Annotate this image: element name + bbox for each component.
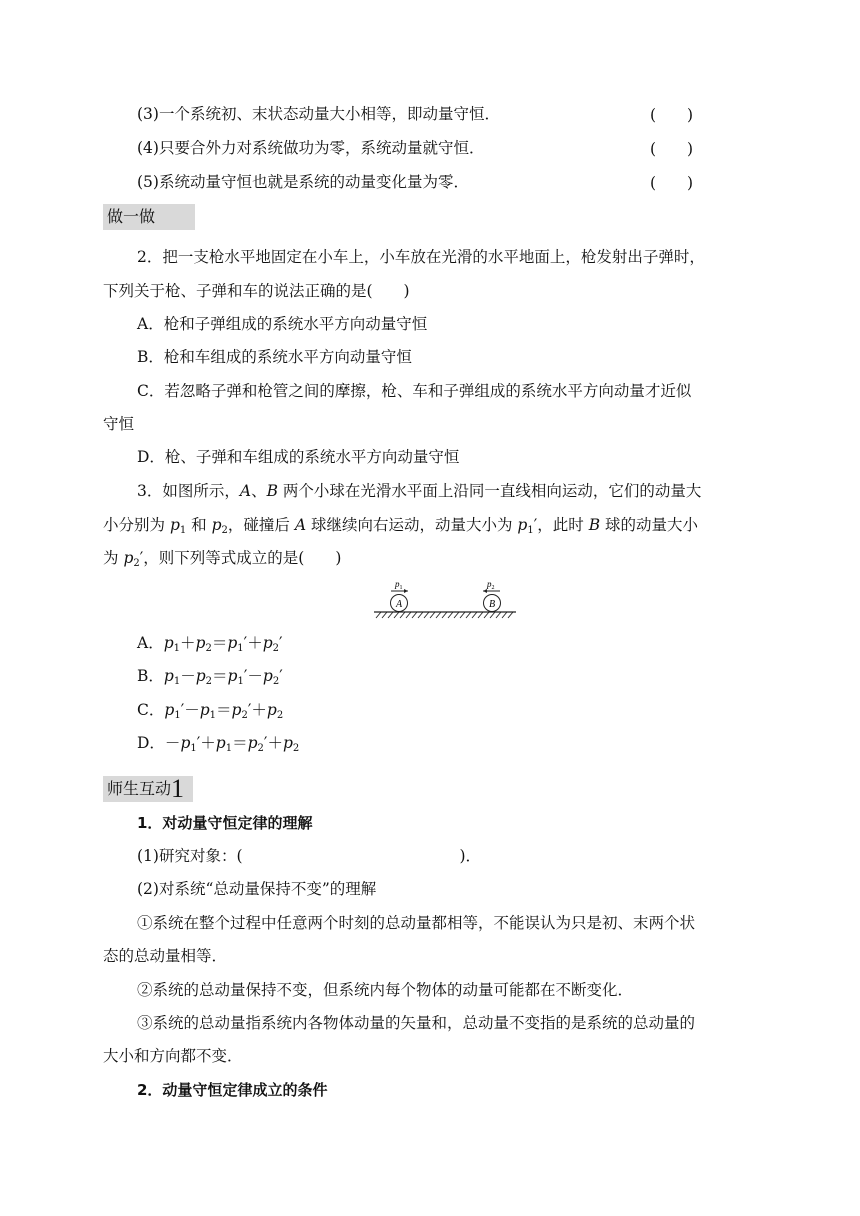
interact-point-3-line1: ③系统的总动量指系统内各物体动量的矢量和，总动量不变指的是系统的总动量的 — [137, 1014, 696, 1032]
judge-mark-3: ( ) — [650, 106, 694, 124]
q2-option-c-line2: 守恒 — [103, 415, 135, 433]
q3-stem-line2: 小分别为 $p_1$ 和 $p_2$，碰撞后 A 球继续向右运动，动量大小为 $p_1'$，此时 B 球的动量大小 — [103, 516, 699, 536]
interact-point-1-line1: ①系统在整个过程中任意两个时刻的总动量都相等，不能误认为只是初、末两个状 — [137, 914, 696, 932]
q3-option-c: C．$p_1'-p_1=p_2'+p_2$ — [137, 701, 284, 721]
section-heading-try: 做一做 — [103, 204, 195, 230]
judge-mark-4: ( ) — [650, 140, 694, 158]
interact-item-2: (2)对系统“总动量保持不变”的理解 — [137, 880, 377, 898]
q2-stem-line2: 下列关于枪、子弹和车的说法正确的是( ) — [103, 282, 410, 300]
ball-a-label: A — [395, 599, 403, 610]
ball-b-label: B — [488, 599, 496, 610]
q2-option-b: B．枪和车组成的系统水平方向动量守恒 — [137, 348, 412, 366]
q3-stem-line3: 为 $p_2'$，则下列等式成立的是( ) — [103, 549, 342, 569]
interact-item-1: (1)研究对象：( )． — [137, 847, 482, 865]
q3-option-a: A．$p_1+p_2=p_1'+p_2'$ — [137, 634, 283, 654]
ground-hatching — [376, 612, 513, 618]
arrow-right-head — [404, 589, 408, 593]
q2-option-c-line1: C．若忽略子弹和枪管之间的摩擦，枪、车和子弹组成的系统水平方向动量才近似 — [137, 382, 692, 400]
q3-option-b: B．$p_1-p_2=p_1'-p_2'$ — [137, 667, 283, 687]
interact-point-2: ②系统的总动量保持不变，但系统内每个物体的动量可能都在不断变化． — [137, 981, 634, 999]
q3-stem-line1: 3．如图所示，A、B 两个小球在光滑水平面上沿同一直线相向运动，它们的动量大 — [137, 482, 702, 500]
label-p1: $p_1$ — [395, 579, 403, 591]
judge-mark-5: ( ) — [650, 174, 694, 192]
collision-figure — [372, 578, 518, 622]
judge-item-3: (3)一个系统初、末状态动量大小相等，即动量守恒． — [137, 105, 500, 123]
q2-stem-line1: 2．把一支枪水平地固定在小车上，小车放在光滑的水平地面上，枪发射出子弹时， — [137, 248, 705, 266]
interact-point-3-line2: 大小和方向都不变． — [103, 1047, 243, 1065]
q2-option-a: A．枪和子弹组成的系统水平方向动量守恒 — [137, 315, 428, 333]
interact-heading-2: 2．动量守恒定律成立的条件 — [137, 1081, 328, 1099]
q2-option-d: D．枪、子弹和车组成的系统水平方向动量守恒 — [137, 448, 460, 466]
judge-item-4: (4)只要合外力对系统做功为零，系统动量就守恒． — [137, 139, 485, 157]
arrow-left-head — [483, 589, 487, 593]
section-heading-interact: 师生互动1 — [103, 776, 193, 802]
label-p2: $p_2$ — [487, 579, 495, 591]
q3-option-d: D．$-p_1'+p_1=p_2'+p_2$ — [137, 734, 300, 754]
interact-heading-1: 1．对动量守恒定律的理解 — [137, 814, 313, 832]
judge-item-5: (5)系统动量守恒也就是系统的动量变化量为零． — [137, 173, 469, 191]
interact-point-1-line2: 态的总动量相等． — [103, 947, 228, 965]
